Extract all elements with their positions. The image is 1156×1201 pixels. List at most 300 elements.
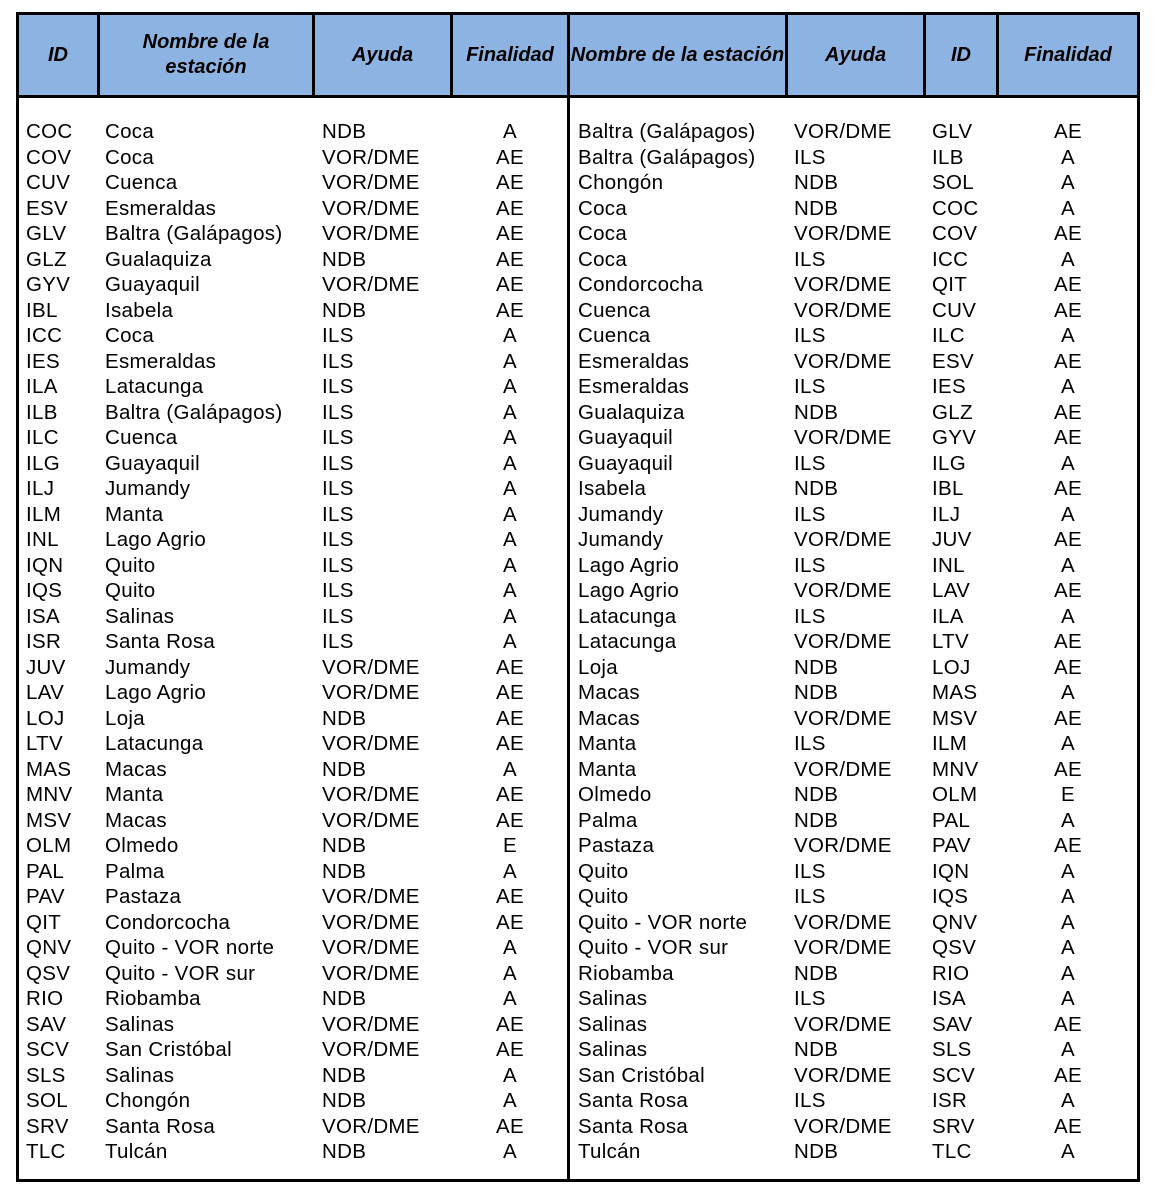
cell-aid: VOR/DME [794,528,892,551]
table-row [19,808,1137,834]
cell-aid: VOR/DME [794,834,892,857]
cell-station: Macas [578,681,640,704]
cell-purpose: E [1061,783,1075,806]
cell-aid: NDB [322,834,367,857]
cell-aid: NDB [322,298,367,322]
cell-station: Olmedo [105,834,179,857]
cell-aid: NDB [322,120,367,143]
cell-purpose: A [1061,1089,1075,1112]
cell-purpose: AE [496,655,524,679]
cell-aid: ILS [794,375,826,398]
cell-purpose: A [1061,1038,1075,1061]
cell-aid: NDB [322,859,367,883]
table-row [19,706,1137,732]
cell-id: ILA [932,604,964,628]
cell-id: PAV [26,885,65,908]
cell-purpose: AE [496,1114,524,1138]
cell-purpose: AE [1054,120,1082,143]
header-right-purpose: Finalidad [1024,43,1112,66]
table-row [19,782,1137,808]
cell-id: ILG [26,451,60,475]
cell-purpose: AE [496,273,524,296]
cell-aid: NDB [794,1038,839,1061]
cell-aid: ILS [322,579,354,602]
cell-station: Quito [105,553,156,577]
cell-aid: ILS [794,247,826,271]
cell-id: CUV [26,171,71,194]
cell-id: ILC [932,324,965,347]
table-row [19,935,1137,961]
cell-purpose: A [1061,987,1075,1010]
cell-purpose: A [1061,732,1075,755]
cell-aid: NDB [322,1063,367,1087]
cell-purpose: A [1061,247,1075,271]
cell-station: Coca [578,247,628,271]
cell-id: QSV [26,961,71,985]
cell-id: SOL [26,1089,68,1112]
cell-aid: NDB [794,681,839,704]
cell-station: Lago Agrio [578,579,680,602]
cell-station: Coca [105,120,155,143]
cell-aid: VOR/DME [322,681,420,704]
cell-station: Esmeraldas [105,349,217,373]
cell-aid: NDB [794,477,839,500]
table-row [19,731,1137,757]
cell-id: GLZ [932,400,973,424]
cell-aid: VOR/DME [794,910,892,934]
cell-purpose: A [503,349,517,373]
table-row [19,1139,1137,1165]
cell-aid: VOR/DME [794,298,892,322]
cell-aid: NDB [322,247,367,271]
cell-station: Chongón [578,171,664,194]
cell-id: SLS [26,1063,66,1087]
cell-id: MSV [26,808,72,832]
cell-station: Lago Agrio [578,553,680,577]
cell-purpose: AE [1054,1012,1082,1036]
cell-purpose: A [1061,604,1075,628]
cell-station: Olmedo [578,783,652,806]
cell-aid: ILS [794,885,826,908]
cell-id: ESV [26,196,68,220]
cell-station: Baltra (Galápagos) [105,222,283,245]
cell-purpose: A [503,961,517,985]
cell-id: SAV [932,1012,973,1036]
table-row [19,1063,1137,1089]
cell-purpose: AE [496,222,524,245]
cell-id: ISA [932,987,966,1010]
cell-aid: VOR/DME [794,1012,892,1036]
cell-purpose: AE [1054,400,1082,424]
cell-aid: ILS [794,324,826,347]
cell-station: Esmeraldas [578,349,690,373]
cell-station: Baltra (Galápagos) [578,120,756,143]
cell-aid: NDB [794,655,839,679]
cell-aid: VOR/DME [322,961,420,985]
cell-aid: ILS [322,324,354,347]
table-row [19,145,1137,171]
table-row [19,425,1137,451]
cell-id: IBL [26,298,58,322]
cell-id: QSV [932,936,977,959]
table-row [19,986,1137,1012]
cell-purpose: AE [1054,834,1082,857]
cell-purpose: A [1061,859,1075,883]
cell-id: SCV [932,1063,976,1087]
table-row [19,374,1137,400]
cell-aid: ILS [322,426,354,449]
cell-purpose: A [1061,1140,1075,1163]
cell-station: Gualaquiza [578,400,685,424]
cell-purpose: AE [1054,757,1082,781]
cell-id: QIT [932,273,968,296]
cell-aid: ILS [322,604,354,628]
cell-station: Esmeraldas [578,375,690,398]
cell-id: GYV [932,426,977,449]
cell-purpose: AE [496,196,524,220]
cell-id: COV [26,145,72,169]
cell-purpose: AE [496,298,524,322]
cell-aid: VOR/DME [794,1063,892,1087]
table-row [19,196,1137,222]
cell-id: COC [932,196,979,220]
cell-id: SOL [932,171,974,194]
cell-purpose: AE [1054,1063,1082,1087]
cell-purpose: E [503,834,517,857]
cell-id: ILG [932,451,966,475]
cell-aid: NDB [794,808,839,832]
cell-purpose: AE [496,145,524,169]
table-row [19,119,1137,145]
cell-id: QNV [26,936,72,959]
cell-station: Manta [105,502,164,526]
cell-id: TLC [26,1140,66,1163]
cell-purpose: A [503,502,517,526]
cell-purpose: A [503,757,517,781]
cell-id: ESV [932,349,974,373]
header-left-purpose: Finalidad [466,43,554,66]
cell-station: Coca [578,196,628,220]
cell-id: JUV [26,655,66,679]
cell-purpose: A [1061,553,1075,577]
cell-station: San Cristóbal [105,1038,232,1061]
cell-purpose: AE [1054,1114,1082,1138]
cell-id: ISA [26,604,60,628]
table-row [19,476,1137,502]
cell-station: Macas [105,808,167,832]
cell-purpose: A [1061,961,1075,985]
cell-id: IQS [932,885,969,908]
cell-station: Jumandy [578,528,664,551]
cell-id: RIO [26,987,64,1010]
cell-aid: VOR/DME [794,349,892,373]
cell-id: SRV [26,1114,69,1138]
cell-purpose: A [503,400,517,424]
cell-aid: VOR/DME [322,808,420,832]
cell-station: Loja [105,706,145,730]
cell-id: IQS [26,579,63,602]
cell-aid: NDB [794,783,839,806]
cell-aid: VOR/DME [322,145,420,169]
cell-purpose: AE [1054,579,1082,602]
cell-station: Coca [105,324,155,347]
cell-purpose: A [503,579,517,602]
cell-id: LAV [26,681,65,704]
cell-aid: VOR/DME [322,222,420,245]
cell-station: San Cristóbal [578,1063,705,1087]
table-row [19,833,1137,859]
cell-purpose: AE [496,732,524,755]
cell-station: Gualaquiza [105,247,212,271]
cell-station: Cuenca [105,171,178,194]
cell-id: MAS [26,757,72,781]
cell-aid: VOR/DME [322,910,420,934]
table-row [19,451,1137,477]
cell-id: MNV [26,783,73,806]
cell-station: Riobamba [578,961,674,985]
cell-aid: NDB [794,171,839,194]
cell-id: ILJ [26,477,55,500]
header-left-name: Nombre de la estación [142,31,270,78]
cell-aid: VOR/DME [322,1012,420,1036]
cell-id: INL [932,553,965,577]
cell-station: Tulcán [105,1140,168,1163]
cell-purpose: AE [496,885,524,908]
cell-id: LOJ [26,706,65,730]
cell-aid: VOR/DME [794,579,892,602]
cell-id: QIT [26,910,62,934]
cell-station: Latacunga [105,732,204,755]
cell-purpose: A [503,528,517,551]
cell-station: Isabela [578,477,647,500]
cell-purpose: A [503,604,517,628]
cell-aid: ILS [794,1089,826,1112]
cell-aid: ILS [794,859,826,883]
cell-id: ILJ [932,502,961,526]
cell-aid: ILS [322,528,354,551]
cell-purpose: AE [1054,706,1082,730]
cell-id: CUV [932,298,977,322]
cell-aid: NDB [322,706,367,730]
cell-id: MNV [932,757,979,781]
cell-id: MAS [932,681,978,704]
cell-station: Latacunga [105,375,204,398]
cell-station: Salinas [105,1012,175,1036]
cell-station: Salinas [105,604,175,628]
cell-purpose: A [503,426,517,449]
table-row [19,757,1137,783]
cell-id: PAL [932,808,971,832]
cell-aid: ILS [322,553,354,577]
cell-purpose: AE [1054,349,1082,373]
cell-purpose: AE [1054,630,1082,653]
cell-aid: VOR/DME [794,757,892,781]
cell-id: ILB [26,400,58,424]
table-row [19,1114,1137,1140]
cell-station: Macas [105,757,167,781]
header-right-id: ID [951,43,971,66]
cell-purpose: A [503,1089,517,1112]
cell-id: ISR [26,630,62,653]
cell-purpose: AE [496,783,524,806]
cell-purpose: A [503,120,517,143]
cell-id: IBL [932,477,964,500]
cell-purpose: A [503,324,517,347]
cell-aid: VOR/DME [322,171,420,194]
cell-id: SAV [26,1012,67,1036]
table-row [19,247,1137,273]
cell-aid: NDB [322,987,367,1010]
cell-station: Santa Rosa [105,630,216,653]
cell-purpose: A [503,477,517,500]
cell-station: Baltra (Galápagos) [578,145,756,169]
cell-purpose: AE [496,910,524,934]
cell-purpose: A [503,451,517,475]
cell-id: JUV [932,528,972,551]
cell-purpose: A [1061,910,1075,934]
cell-id: ISR [932,1089,968,1112]
cell-station: Coca [578,222,628,245]
cell-station: Guayaquil [578,426,674,449]
cell-id: IQN [932,859,970,883]
table-row [19,349,1137,375]
table-row [19,553,1137,579]
cell-station: Chongón [105,1089,191,1112]
cell-aid: VOR/DME [794,936,892,959]
cell-station: Guayaquil [578,451,674,475]
header-divider [97,15,100,95]
cell-id: OLM [26,834,72,857]
cell-station: Cuenca [578,298,651,322]
cell-aid: VOR/DME [794,706,892,730]
cell-station: Quito - VOR norte [578,910,748,934]
cell-id: ILM [932,732,968,755]
header-right-aid: Ayuda [824,43,887,66]
table-header [19,15,1137,98]
cell-station: Latacunga [578,604,677,628]
cell-station: Salinas [105,1063,175,1087]
cell-aid: VOR/DME [322,783,420,806]
cell-id: PAV [932,834,971,857]
cell-purpose: A [503,859,517,883]
cell-station: Quito - VOR norte [105,936,275,959]
cell-purpose: A [503,630,517,653]
table-row [19,910,1137,936]
header-right-name: Nombre de la estación [570,43,785,66]
table-row [19,502,1137,528]
cell-id: ILM [26,502,62,526]
cell-station: Riobamba [105,987,201,1010]
cell-purpose: AE [496,247,524,271]
cell-station: Isabela [105,298,174,322]
cell-aid: ILS [322,502,354,526]
cell-station: Santa Rosa [578,1089,689,1112]
cell-purpose: A [1061,451,1075,475]
cell-purpose: AE [1054,477,1082,500]
cell-aid: NDB [322,757,367,781]
table-row [19,655,1137,681]
header-divider [312,15,315,95]
cell-id: ILC [26,426,59,449]
cell-id: OLM [932,783,978,806]
cell-id: IES [26,349,60,373]
cell-station: Jumandy [105,477,191,500]
cell-aid: ILS [322,630,354,653]
table-row [19,859,1137,885]
cell-station: Palma [105,859,165,883]
cell-id: IES [932,375,966,398]
cell-station: Condorcocha [578,273,704,296]
table-row [19,1088,1137,1114]
cell-station: Palma [578,808,638,832]
cell-aid: ILS [794,451,826,475]
cell-station: Jumandy [578,502,664,526]
cell-aid: NDB [794,400,839,424]
cell-aid: ILS [794,145,826,169]
cell-aid: VOR/DME [322,655,420,679]
cell-purpose: A [1061,375,1075,398]
cell-id: RIO [932,961,970,985]
cell-id: TLC [932,1140,972,1163]
cell-station: Macas [578,706,640,730]
cell-aid: ILS [322,477,354,500]
header-divider [785,15,788,95]
cell-station: Latacunga [578,630,677,653]
cell-station: Cuenca [578,324,651,347]
cell-purpose: AE [496,808,524,832]
cell-purpose: AE [1054,273,1082,296]
cell-station: Jumandy [105,655,191,679]
cell-id: GLV [26,222,67,245]
cell-station: Lago Agrio [105,528,207,551]
header-divider [996,15,999,95]
cell-aid: VOR/DME [322,1114,420,1138]
cell-station: Baltra (Galápagos) [105,400,283,424]
table-row [19,1012,1137,1038]
cell-purpose: AE [1054,426,1082,449]
table-row [19,170,1137,196]
cell-station: Quito - VOR sur [105,961,256,985]
cell-purpose: AE [496,706,524,730]
cell-purpose: A [1061,145,1075,169]
cell-station: Salinas [578,1012,648,1036]
table-row [19,298,1137,324]
cell-aid: ILS [322,349,354,373]
cell-aid: VOR/DME [322,732,420,755]
table-row [19,578,1137,604]
cell-purpose: AE [1054,298,1082,322]
cell-aid: VOR/DME [322,196,420,220]
cell-purpose: A [1061,681,1075,704]
cell-aid: ILS [794,553,826,577]
cell-id: GYV [26,273,71,296]
cell-station: Coca [105,145,155,169]
cell-purpose: AE [1054,528,1082,551]
cell-aid: VOR/DME [794,273,892,296]
cell-aid: VOR/DME [794,426,892,449]
cell-aid: VOR/DME [322,1038,420,1061]
cell-purpose: A [1061,808,1075,832]
cell-station: Loja [578,655,618,679]
header-divider [450,15,453,95]
cell-station: Pastaza [578,834,655,857]
cell-purpose: A [1061,324,1075,347]
header-left-aid: Ayuda [351,43,414,66]
cell-id: MSV [932,706,978,730]
cell-id: COV [932,222,978,245]
cell-purpose: A [503,1063,517,1087]
cell-purpose: A [503,936,517,959]
